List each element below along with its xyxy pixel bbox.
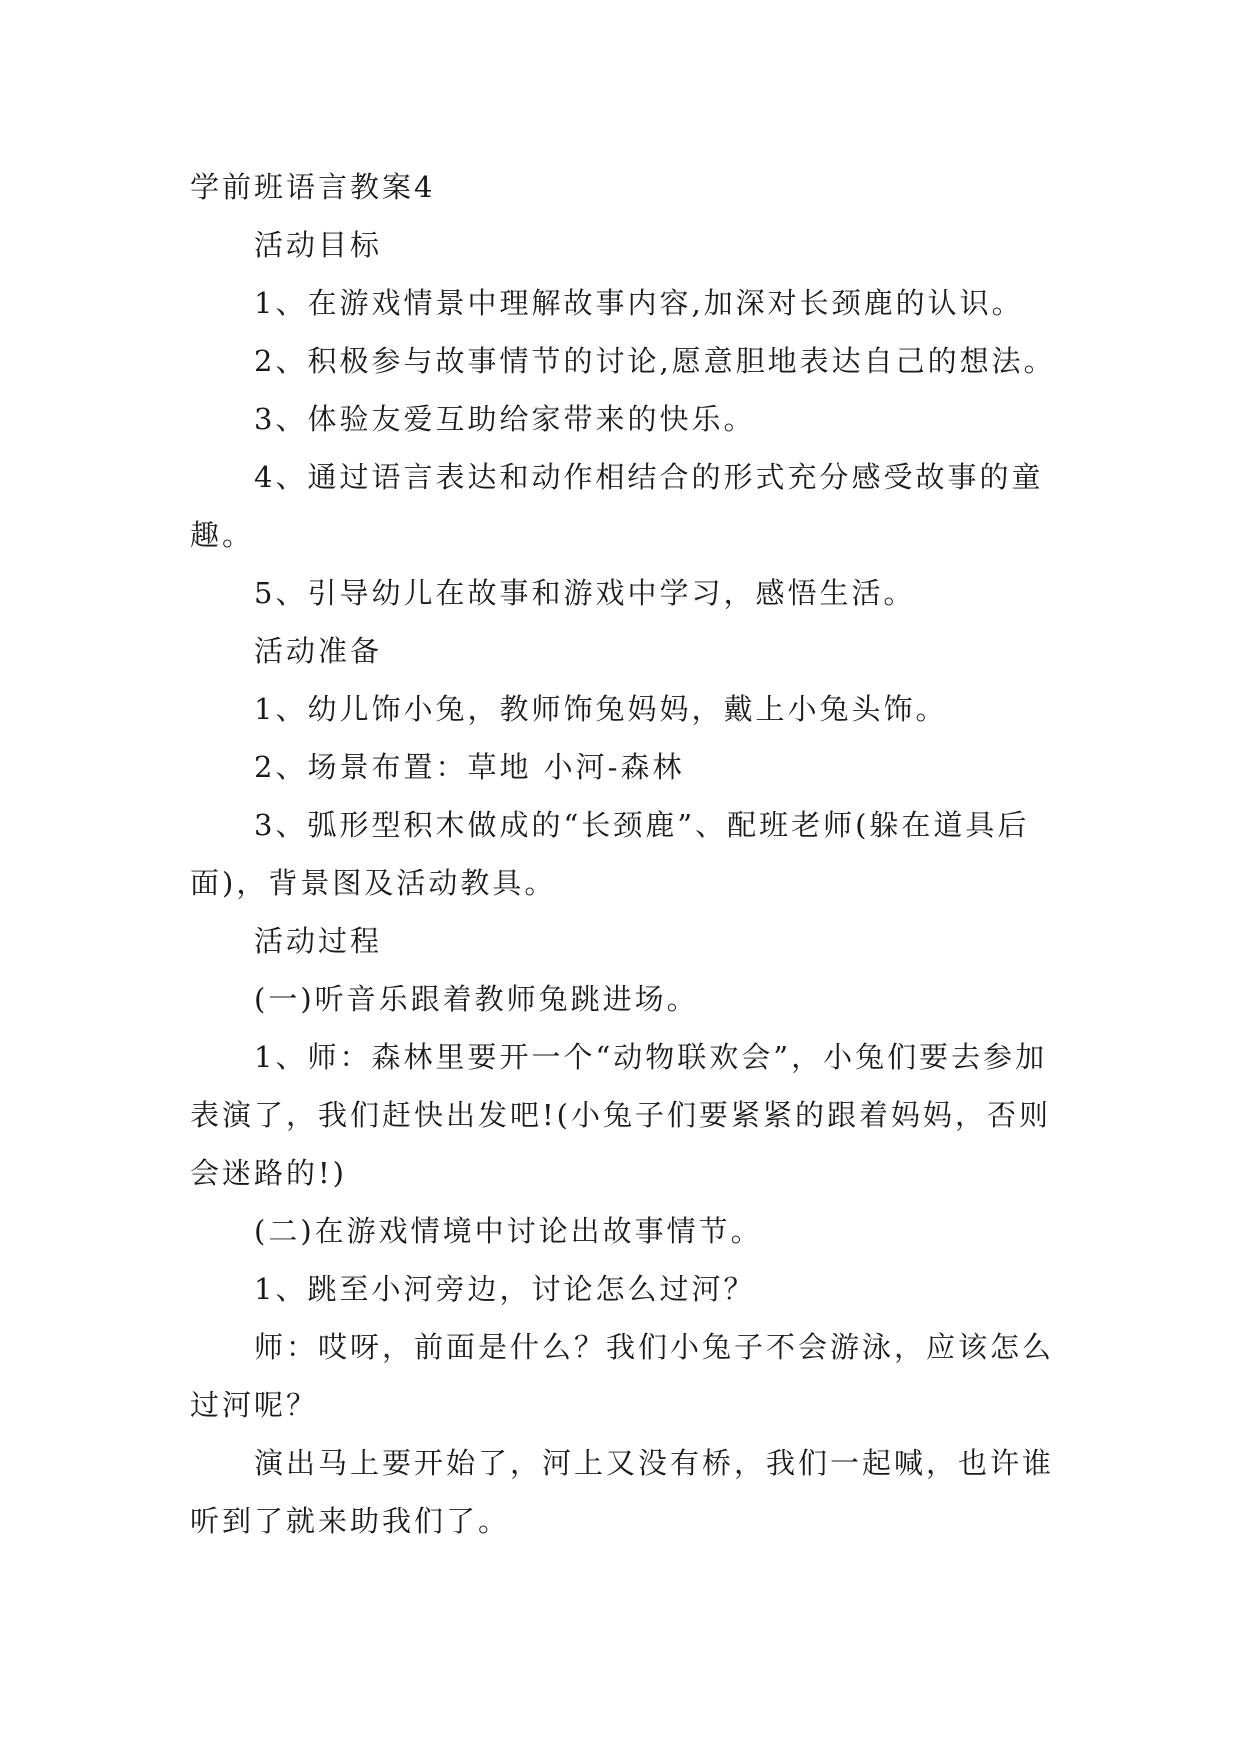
document-title: 学前班语言教案4: [190, 170, 436, 204]
paragraph: 1、幼儿饰小兔，教师饰兔妈妈，戴上小兔头饰。: [254, 692, 948, 726]
section-heading-preparation: 活动准备: [254, 634, 383, 668]
paragraph: 2、场景布置：草地 小河-森林: [254, 750, 685, 784]
section-heading-goals: 活动目标: [254, 228, 383, 262]
paragraph: 师：哎呀，前面是什么？我们小兔子不会游泳，应该怎么过河呢？: [190, 1330, 1055, 1422]
paragraph: (一)听音乐跟着教师兔跳进场。: [254, 982, 699, 1016]
document-body: [190, 158, 1062, 1550]
paragraph: 4、通过语言表达和动作相结合的形式充分感受故事的童趣。: [190, 460, 1044, 552]
section-heading-process: 活动过程: [254, 924, 383, 958]
paragraph: 1、师：森林里要开一个“动物联欢会”，小兔们要去参加表演了，我们赶快出发吧!(小兔子们要紧紧的跟着妈妈，否则会迷路的!): [190, 1040, 1051, 1190]
paragraph: (二)在游戏情境中讨论出故事情节。: [254, 1214, 763, 1248]
paragraph: 5、引导幼儿在故事和游戏中学习，感悟生活。: [254, 576, 916, 610]
paragraph: 1、在游戏情景中理解故事内容,加深对长颈鹿的认识。: [254, 286, 1024, 320]
paragraph: 2、积极参与故事情节的讨论,愿意胆地表达自己的想法。: [254, 344, 1056, 378]
paragraph: 3、体验友爱互助给家带来的快乐。: [254, 402, 756, 436]
paragraph: 1、跳至小河旁边，讨论怎么过河？: [254, 1272, 756, 1306]
paragraph: 演出马上要开始了，河上又没有桥，我们一起喊，也许谁听到了就来助我们了。: [190, 1446, 1055, 1538]
paragraph: 3、弧形型积木做成的“长颈鹿”、配班老师(躲在道具后面)，背景图及活动教具。: [190, 808, 1030, 900]
